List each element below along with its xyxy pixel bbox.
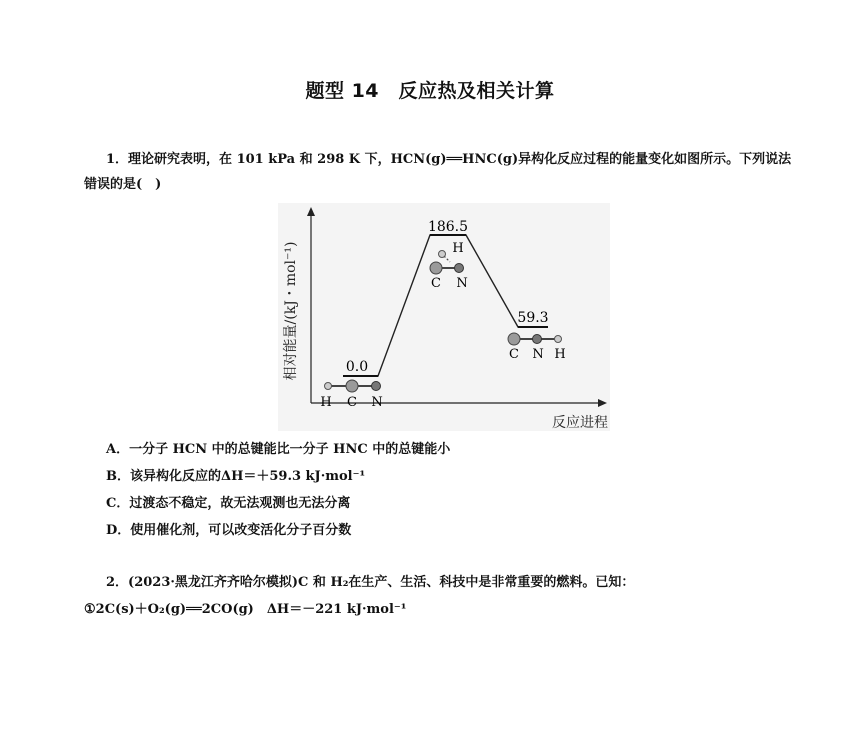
- atom-label-c: C: [431, 276, 441, 291]
- q1-option-b: B．该异构化反应的ΔH＝＋59.3 kJ·mol⁻¹: [106, 469, 366, 484]
- atom-label-n: N: [456, 276, 468, 291]
- atom-label-h: H: [452, 241, 464, 256]
- atom-label-c: C: [509, 347, 519, 362]
- q2-stem: 2．(2023·黑龙江齐齐哈尔模拟)C 和 H₂在生产、生活、科技中是非常重要的燃料。已知：: [106, 575, 635, 590]
- energy-diagram-svg: [278, 203, 610, 431]
- atom-label-c: C: [347, 395, 357, 410]
- atom-h-icon: [555, 336, 562, 343]
- level-value-product: 59.3: [517, 310, 549, 326]
- level-value-transition: 186.5: [427, 219, 469, 235]
- y-axis-label: 相对能量/(kJ・mol⁻¹): [283, 241, 299, 381]
- atom-c-icon: [346, 380, 358, 392]
- page-title: 题型 14 反应热及相关计算: [305, 80, 555, 102]
- atom-label-h: H: [320, 395, 332, 410]
- q1-option-d: D．使用催化剂，可以改变活化分子百分数: [106, 523, 352, 538]
- atom-label-h: H: [554, 347, 566, 362]
- atom-h-icon: [439, 251, 446, 258]
- atom-h-icon: [325, 383, 332, 390]
- q2-equation-1: ①2C(s)＋O₂(g)══2CO(g) ΔH＝－221 kJ·mol⁻¹: [84, 602, 407, 617]
- energy-diagram: [278, 203, 610, 431]
- level-value-reactant: 0.0: [345, 359, 369, 375]
- q1-option-c: C．过渡态不稳定，故无法观测也无法分离: [106, 496, 351, 511]
- q1-option-a: A．一分子 HCN 中的总键能比一分子 HNC 中的总键能小: [106, 442, 451, 457]
- atom-n-icon: [372, 382, 381, 391]
- q1-stem-line1: 1．理论研究表明，在 101 kPa 和 298 K 下，HCN(g)══HNC(g)异构化反应过程的能量变化如图所示。下列说法: [106, 152, 792, 167]
- atom-c-icon: [430, 262, 442, 274]
- x-axis-label: 反应进程: [552, 415, 608, 431]
- q1-stem-line2: 错误的是( ): [84, 177, 162, 192]
- atom-label-n: N: [371, 395, 383, 410]
- atom-c-icon: [508, 333, 520, 345]
- atom-n-icon: [455, 264, 464, 273]
- atom-n-icon: [533, 335, 542, 344]
- atom-label-n: N: [532, 347, 544, 362]
